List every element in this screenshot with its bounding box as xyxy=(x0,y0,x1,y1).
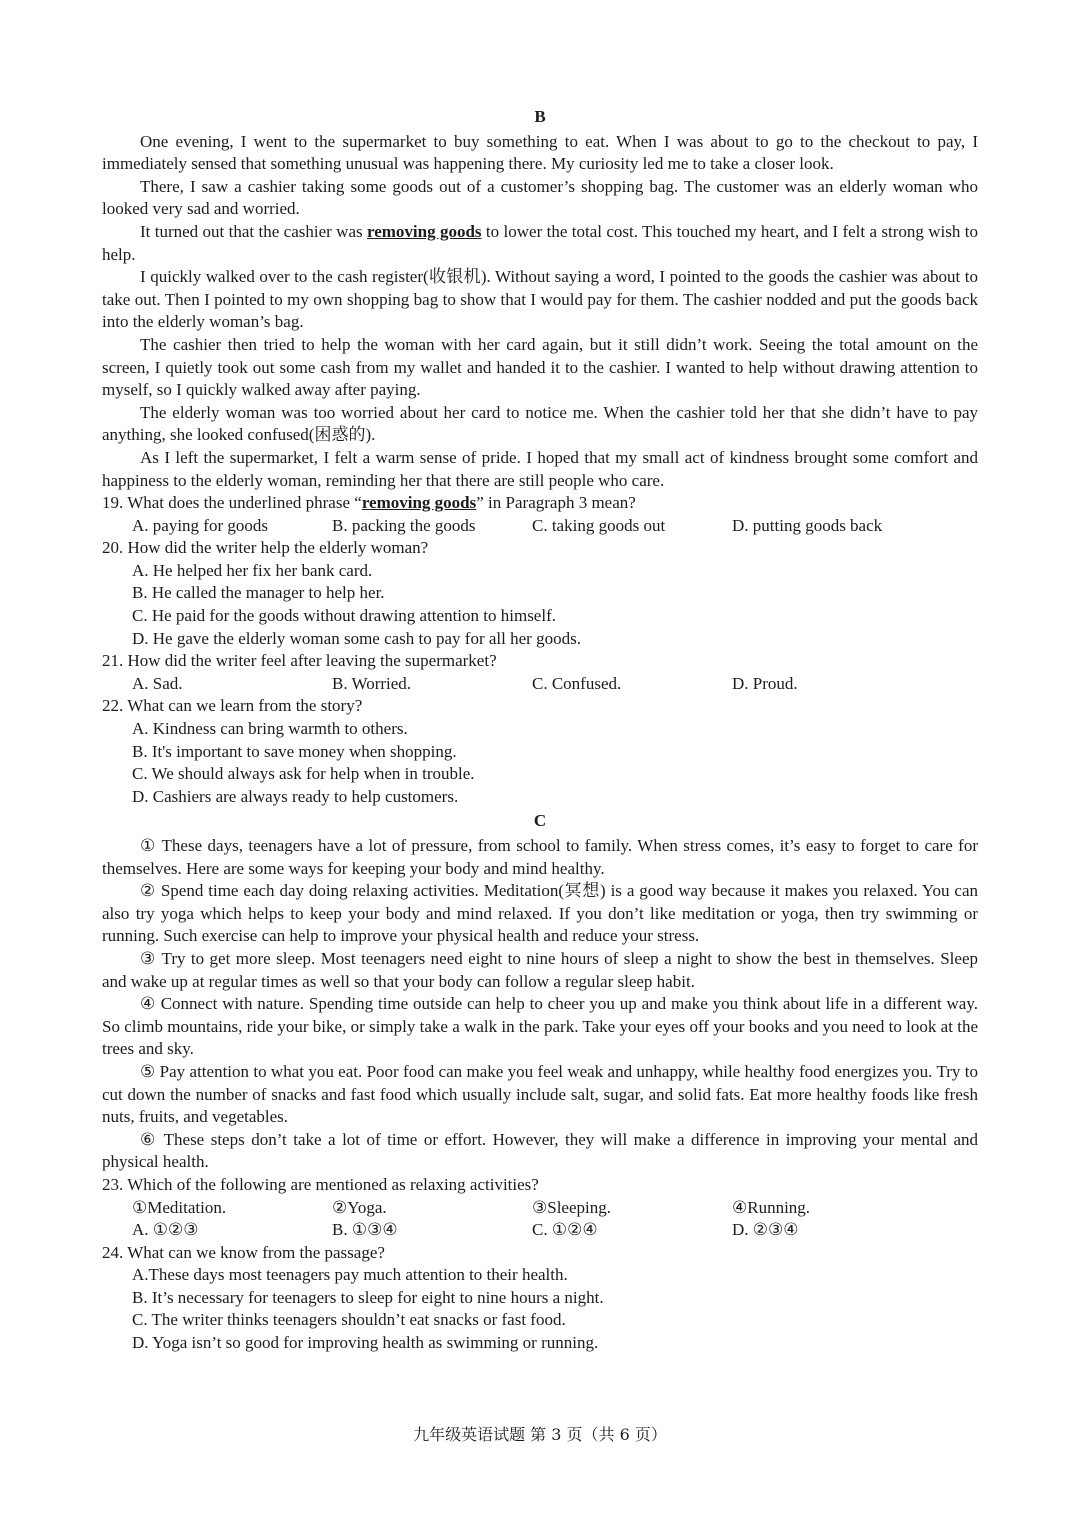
q20-option-b: B. He called the manager to help her. xyxy=(132,583,385,603)
question-21-options xyxy=(102,673,978,696)
q19-underlined-phrase: removing goods xyxy=(361,493,477,513)
question-24-stem: 24. What can we know from the passage? xyxy=(102,1242,385,1262)
q24-option-c: C. The writer thinks teenagers shouldn’t eat snacks or fast food. xyxy=(132,1310,566,1330)
section-b-paragraph-7: As I left the supermarket, I felt a warm sense of pride. I hoped that my small act of kindness brought some comfort and happiness to the elderly woman, reminding her that there are still people who care. xyxy=(102,447,978,490)
page-footer: 九年级英语试题 第 3 页（共 6 页） xyxy=(413,1425,667,1444)
section-c-paragraph-5: ⑤ Pay attention to what you eat. Poor food can make you feel weak and unhappy, while healthy food energizes you. Try to cut down the number of snacks and fast food which usually include salt, sugar, and solid fats. Eat more healthy foods like fresh nuts, fruits, and vegetables. xyxy=(102,1061,978,1127)
question-22-stem: 22. What can we learn from the story? xyxy=(102,696,363,716)
section-b-paragraph-5: The cashier then tried to help the woman with her card again, but it still didn’t work. Seeing the total amount on the screen, I quietly took out some cash from my wallet and handed it to the cashier. I wanted to help without drawing attention to myself, so I quickly walked away after paying. xyxy=(102,334,978,400)
section-c-heading: C xyxy=(533,811,547,831)
section-b-paragraph-2: There, I saw a cashier taking some goods out of a customer’s shopping bag. The customer was an elderly woman who looked very sad and worried. xyxy=(102,176,978,219)
question-23-stem: 23. Which of the following are mentioned as relaxing activities? xyxy=(102,1174,539,1194)
section-c-paragraph-4: ④ Connect with nature. Spending time outside can help to cheer you up and make you think about life in a different way. So climb mountains, ride your bike, or simply take a walk in the park. Take your eyes off your books and you need to look at the trees and sky. xyxy=(102,994,978,1059)
q21-option-d: D. Proud. xyxy=(732,673,798,693)
section-b-heading: B xyxy=(534,107,546,126)
q23-item-4: ④Running. xyxy=(732,1197,811,1217)
q22-option-d: D. Cashiers are always ready to help customers. xyxy=(132,786,459,806)
question-23-options xyxy=(102,1219,978,1242)
section-c-paragraph-2: ② Spend time each day doing relaxing activities. Meditation(冥想) is a good way because it makes you relaxed. You can also try yoga which helps to keep your body and mind relaxed. If you don’t like meditation or yoga, then try swimming or running. Such exercise can help to improve your physical health and reduce your stress. xyxy=(102,881,978,946)
question-19-stem xyxy=(102,492,978,515)
q19-option-a: A. paying for goods xyxy=(132,515,268,535)
q19-option-d: D. putting goods back xyxy=(732,515,883,535)
q20-option-c: C. He paid for the goods without drawing attention to himself. xyxy=(132,606,556,626)
q19-option-b: B. packing the goods xyxy=(332,515,476,535)
paragraph-3-text-a: It turned out that the cashier was xyxy=(140,221,367,241)
section-b-paragraph-4: I quickly walked over to the cash register(收银机). Without saying a word, I pointed to the goods the cashier was about to take out. Then I pointed to my own shopping bag to show that I would pay for them. The cashier nodded and put the goods back into the elderly woman’s bag. xyxy=(102,267,978,332)
q20-option-a: A. He helped her fix her bank card. xyxy=(132,560,373,580)
q23-option-a: A. ①②③ xyxy=(132,1220,199,1240)
section-b-paragraph-6: The elderly woman was too worried about her card to notice me. When the cashier told her that she didn’t have to pay anything, she looked confused(困惑的). xyxy=(102,402,978,445)
q24-option-b: B. It’s necessary for teenagers to sleep for eight to nine hours a night. xyxy=(132,1287,604,1307)
section-c-paragraph-6: ⑥ These steps don’t take a lot of time or effort. However, they will make a difference in improving your mental and physical health. xyxy=(102,1129,978,1172)
q22-option-c: C. We should always ask for help when in trouble. xyxy=(132,764,475,784)
q22-option-b: B. It's important to save money when shopping. xyxy=(132,741,457,761)
section-c-paragraph-3: ③ Try to get more sleep. Most teenagers need eight to nine hours of sleep a night to show the best in themselves. Sleep and wake up at regular times as well so that your body can follow a regular sleep habit. xyxy=(102,948,978,991)
section-b-paragraph-1: One evening, I went to the supermarket to buy something to eat. When I was about to go to the checkout to pay, I immediately sensed that something unusual was happening there. My curiosity led me to take a closer look. xyxy=(102,131,978,174)
q23-item-1: ①Meditation. xyxy=(132,1197,227,1217)
q21-option-c: C. Confused. xyxy=(532,673,622,693)
question-23-items xyxy=(102,1197,978,1220)
q21-option-b: B. Worried. xyxy=(332,673,412,693)
question-21-stem: 21. How did the writer feel after leaving the supermarket? xyxy=(102,651,497,671)
q20-option-d: D. He gave the elderly woman some cash to pay for all her goods. xyxy=(132,628,581,648)
q19-option-c: C. taking goods out xyxy=(532,515,666,535)
q23-option-c: C. ①②④ xyxy=(532,1220,598,1240)
section-b-paragraph-3 xyxy=(102,221,978,266)
underlined-phrase: removing goods xyxy=(366,221,482,241)
q23-item-3: ③Sleeping. xyxy=(532,1197,611,1217)
q21-option-a: A. Sad. xyxy=(132,673,183,693)
question-20-stem: 20. How did the writer help the elderly woman? xyxy=(102,538,429,558)
q19-stem-a: 19. What does the underlined phrase “ xyxy=(102,493,362,513)
q19-stem-b: ” in Paragraph 3 mean? xyxy=(476,493,636,513)
q23-option-d: D. ②③④ xyxy=(732,1220,799,1240)
section-c-paragraph-1: ① These days, teenagers have a lot of pressure, from school to family. When stress comes, it’s easy to forget to care for themselves. Here are some ways for keeping your body and mind healthy. xyxy=(102,836,978,878)
q24-option-a: A.These days most teenagers pay much attention to their health. xyxy=(132,1265,568,1285)
question-19-options xyxy=(102,515,978,538)
q22-option-a: A. Kindness can bring warmth to others. xyxy=(132,719,408,739)
q23-option-b: B. ①③④ xyxy=(332,1220,398,1240)
paragraph-3-text-b: to lower the total cost. This touched my heart, and I felt a strong wish to help. xyxy=(102,221,978,264)
q23-item-2: ②Yoga. xyxy=(332,1197,387,1217)
q24-option-d: D. Yoga isn’t so good for improving health as swimming or running. xyxy=(132,1333,599,1353)
